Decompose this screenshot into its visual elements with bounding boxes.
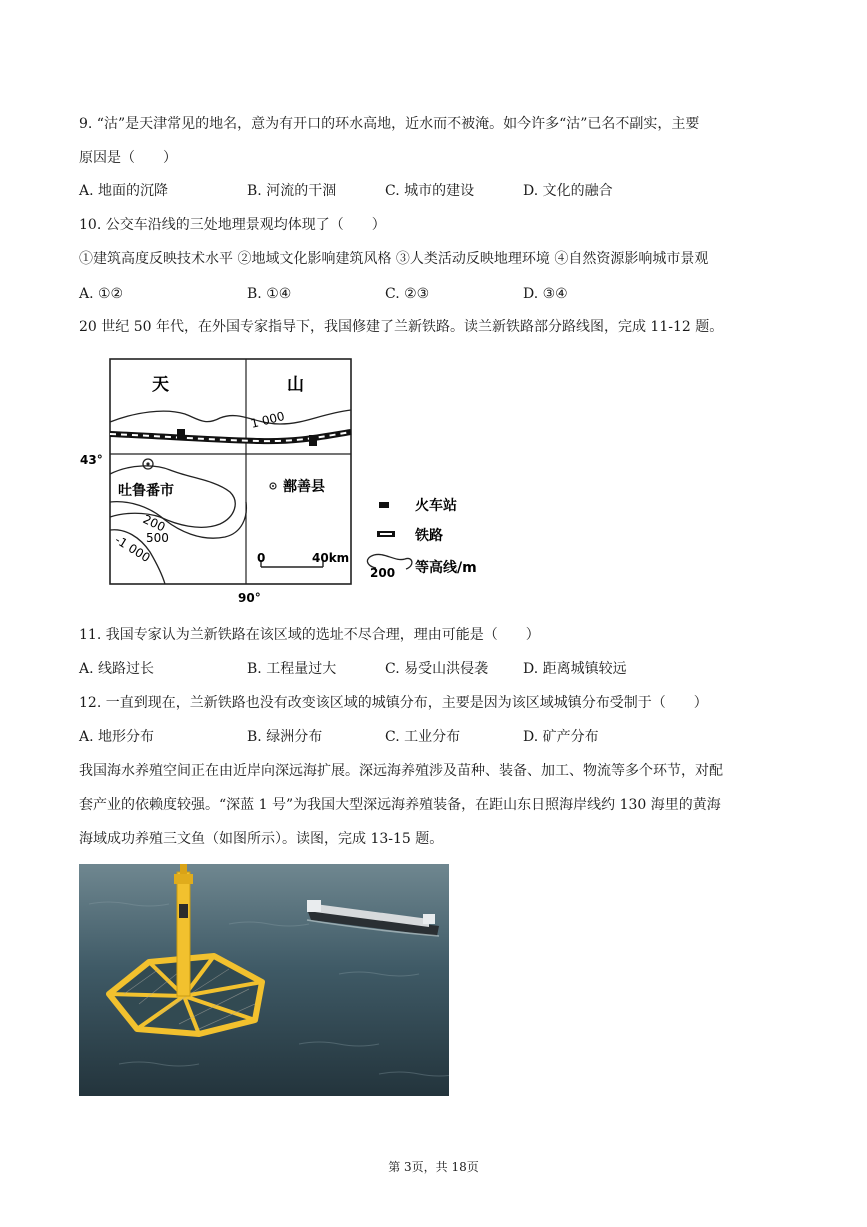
legend-station: 火车站 — [415, 498, 457, 514]
intro-13-15-line2: 套产业的依赖度较强。“深蓝 1 号”为我国大型深远海养殖装备，在距山东日照海岸线约 130 海里的黄海 — [79, 797, 721, 813]
intro-11-12: 20 世纪 50 年代，在外国专家指导下，我国修建了兰新铁路。读兰新铁路部分路线图，完成 11-12 题。 — [79, 319, 724, 335]
q10-option-d: D. ③④ — [523, 286, 568, 302]
scale-40km: 40km — [312, 551, 350, 565]
legend-contour: 等高线/m — [415, 560, 477, 576]
contour-label-1000-bottom: -1 000 — [112, 532, 153, 566]
q9-option-c: C. 城市的建设 — [385, 183, 475, 199]
q12-option-b: B. 绿洲分布 — [247, 729, 323, 745]
station-marker-1 — [177, 429, 185, 440]
q9-stem-line1: 9. “沽”是天津常见的地名，意为有开口的环水高地，近水而不被淹。如今许多“沽”已名不副实，主要 — [79, 116, 700, 132]
q12-option-d: D. 矿产分布 — [523, 729, 599, 745]
station-marker-2 — [309, 435, 317, 446]
contour-1000-upper — [110, 410, 351, 424]
q9-option-a: A. 地面的沉降 — [79, 183, 169, 199]
q11-option-a: A. 线路过长 — [79, 661, 155, 677]
label-tian: 天 — [152, 375, 169, 395]
contour-label-200: 200 — [140, 512, 168, 535]
q10-option-b: B. ①④ — [247, 286, 292, 302]
q12-option-a: A. 地形分布 — [79, 729, 155, 745]
q11-option-c: C. 易受山洪侵袭 — [385, 661, 489, 677]
legend-railway: 铁路 — [415, 528, 443, 544]
deep-sea-fish-farm-photo — [79, 864, 449, 1096]
intro-13-15-line1: 我国海水养殖空间正在由近岸向深远海扩展。深远海养殖涉及苗种、装备、加工、物流等多个环节，对配 — [79, 763, 723, 779]
q10-option-a: A. ①② — [79, 286, 124, 302]
q12-stem: 12. 一直到现在，兰新铁路也没有改变该区域的城镇分布，主要是因为该区域城镇分布受制于（ ） — [79, 695, 708, 711]
intro-13-15-line3: 海域成功养殖三文鱼（如图所示）。读图，完成 13-15 题。 — [79, 831, 444, 847]
q9-option-b: B. 河流的干涸 — [247, 183, 337, 199]
q11-stem: 11. 我国专家认为兰新铁路在该区域的选址不尽合理，理由可能是（ ） — [79, 627, 540, 643]
q10-statements: ①建筑高度反映技术水平 ②地域文化影响建筑风格 ③人类活动反映地理环境 ④自然资源影响城市景观 — [79, 251, 709, 267]
lanxin-railway-map — [80, 352, 500, 607]
contour-label-1000-top: 1 000 — [249, 409, 287, 431]
legend-station-icon — [379, 502, 389, 508]
latitude-label: 43° — [80, 453, 103, 467]
q11-option-b: B. 工程量过大 — [247, 661, 337, 677]
q10-option-c: C. ②③ — [385, 286, 430, 302]
city-marker-turpan-dot — [146, 462, 149, 465]
q9-stem-line2: 原因是（ ） — [79, 150, 177, 166]
longitude-label: 90° — [238, 591, 261, 605]
q9-option-d: D. 文化的融合 — [523, 183, 613, 199]
q11-option-d: D. 距离城镇较远 — [523, 661, 627, 677]
legend-contour-sample: 200 — [370, 566, 396, 580]
q10-stem: 10. 公交车沿线的三处地理景观均体现了（ ） — [79, 217, 386, 233]
label-shan: 山 — [287, 375, 304, 395]
scale-zero: 0 — [257, 551, 266, 565]
city-marker-shanshan-dot — [272, 485, 274, 487]
city-turpan: 吐鲁番市 — [118, 483, 174, 499]
contour-label-500: 500 — [146, 531, 169, 545]
city-shanshan: 鄯善县 — [283, 479, 325, 495]
page-footer: 第 3页，共 18页 — [388, 1160, 479, 1174]
q12-option-c: C. 工业分布 — [385, 729, 461, 745]
